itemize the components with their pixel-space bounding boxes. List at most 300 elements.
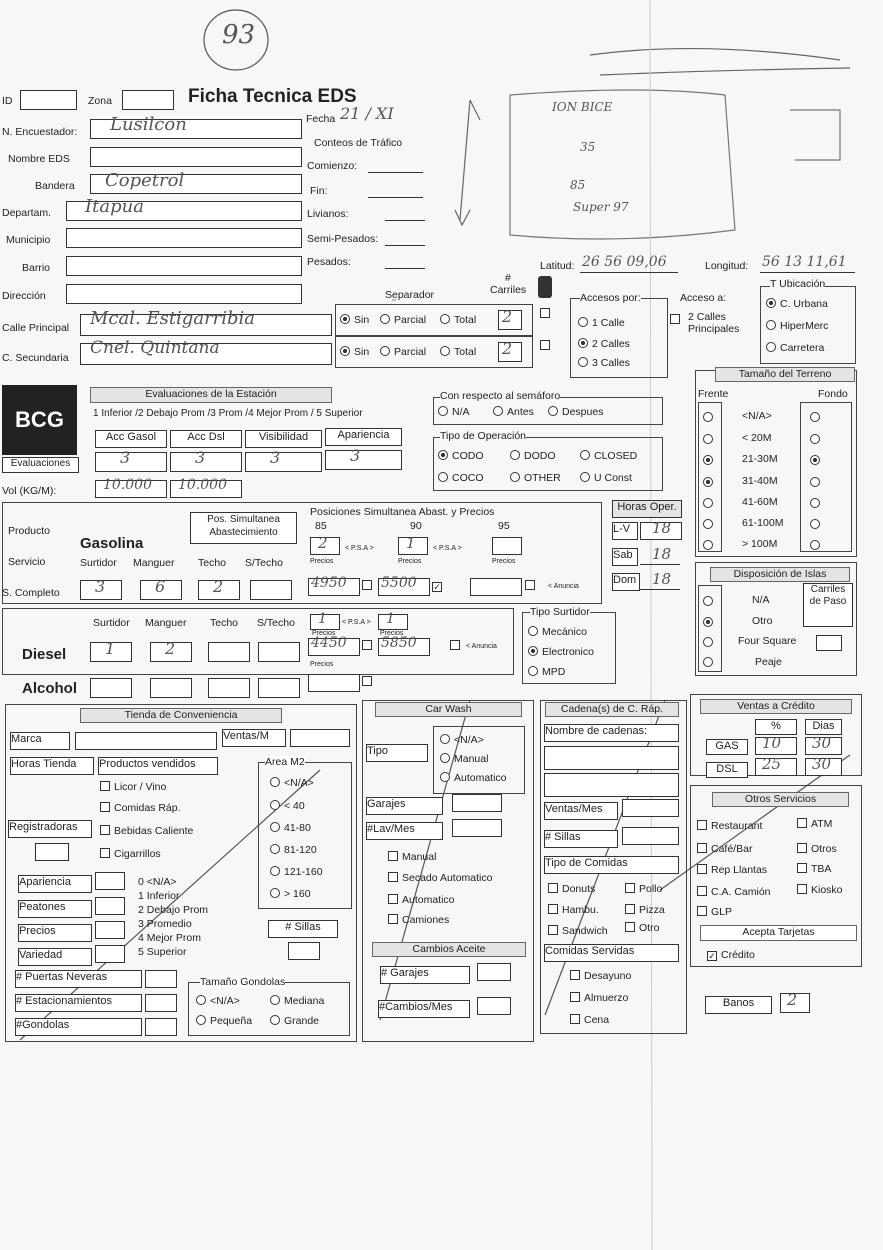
area-na-radio[interactable]: <N/A> bbox=[270, 777, 314, 789]
acceso-2calles-label: 2 Calles Principales bbox=[688, 311, 740, 335]
horas-dom-field[interactable] bbox=[640, 589, 680, 590]
gas-manguer-value: 6 bbox=[155, 577, 166, 596]
evaluaciones-title: Evaluaciones de la Estación bbox=[90, 387, 332, 403]
gas-techo-label: Techo bbox=[198, 557, 227, 569]
tam-gondolas-section bbox=[188, 982, 350, 1036]
cadena-nombre-field-1[interactable] bbox=[544, 746, 679, 770]
calle-principal-label: Calle Principal bbox=[2, 322, 70, 334]
scale-3: 3 Promedio bbox=[138, 918, 192, 930]
servicio-label: Servicio bbox=[8, 556, 46, 568]
serv-desayuno-check[interactable]: Desayuno bbox=[570, 970, 631, 982]
cambios-mes-label: #Cambios/Mes bbox=[378, 1000, 470, 1018]
comidas-servidas-label: Comidas Servidas bbox=[544, 944, 679, 962]
sketch-note-4: Super 97 bbox=[573, 200, 629, 214]
precios-label: Precios bbox=[18, 924, 92, 942]
precios-label-2: Precios bbox=[398, 558, 422, 565]
serv-almuerzo-check[interactable]: Almuerzo bbox=[570, 992, 628, 1004]
barrio-label: Barrio bbox=[22, 262, 51, 274]
cadena-title: Cadena(s) de C. Ráp. bbox=[545, 702, 679, 717]
scale-1: 1 Inferior bbox=[138, 890, 180, 902]
area-title: Area M2 bbox=[265, 756, 305, 768]
cadena-sillas-field[interactable] bbox=[622, 827, 679, 845]
scale-4: 4 Mejor Prom bbox=[138, 932, 202, 944]
dsl-anuncia-1-check[interactable] bbox=[362, 640, 376, 652]
surtidor-electronico-radio[interactable]: Electronico bbox=[528, 646, 594, 658]
sep2-sin-radio[interactable]: Sin bbox=[340, 346, 369, 358]
fondo-61-100-radio[interactable] bbox=[810, 519, 824, 531]
eval-acc-dsl-field[interactable] bbox=[170, 452, 242, 472]
carriles-2-value: 2 bbox=[502, 339, 513, 358]
pesados-label: Pesados: bbox=[307, 256, 351, 268]
sep1-parcial-radio[interactable]: Parcial bbox=[380, 314, 426, 326]
cad-hambu-check[interactable]: Hambu. bbox=[548, 904, 599, 916]
semaforo-antes-radio[interactable]: Antes bbox=[493, 406, 534, 418]
srv-glp-check[interactable]: GLP bbox=[697, 906, 732, 918]
semaforo-na-radio[interactable]: N/A bbox=[438, 406, 470, 418]
encuestador-label: N. Encuestador: bbox=[2, 126, 78, 138]
horas-sab-field[interactable] bbox=[640, 564, 680, 565]
diesel-name: Diesel bbox=[22, 646, 67, 663]
dsl-techo-label: Techo bbox=[210, 617, 239, 629]
carwash-tipo-label: Tipo bbox=[366, 744, 428, 762]
fondo-31-40-radio[interactable] bbox=[810, 477, 824, 489]
municipio-label: Municipio bbox=[6, 234, 51, 246]
bandera-label: Bandera bbox=[35, 180, 75, 192]
pos-sim-label: Pos. Simultanea Abastecimiento bbox=[190, 512, 297, 544]
acceso-2calles-check[interactable] bbox=[670, 314, 684, 326]
area-41-80-radio[interactable]: 41-80 bbox=[270, 822, 311, 834]
form-title: Ficha Tecnica EDS bbox=[188, 86, 357, 107]
islas-title: Disposición de Islas bbox=[710, 567, 850, 582]
gondola-na-radio[interactable]: <N/A> bbox=[196, 995, 240, 1007]
octano-85: 85 bbox=[315, 520, 327, 532]
dsl-precios-label-1: Precios bbox=[312, 630, 336, 637]
precios-label-3: Precios bbox=[492, 558, 516, 565]
carwash-na-radio[interactable]: <N/A> bbox=[440, 734, 484, 746]
gas-surtidor-label: Surtidor bbox=[80, 557, 117, 569]
prod-bebidas-check[interactable]: Bebidas Caliente bbox=[100, 825, 193, 837]
octano-95: 95 bbox=[498, 520, 510, 532]
dsl-pos-2-value: 1 bbox=[386, 611, 395, 627]
alc-manguer-field[interactable] bbox=[150, 678, 192, 698]
bandera-value: Copetrol bbox=[105, 170, 185, 191]
sketch-arrow-down bbox=[455, 100, 480, 225]
carriles-hash: # bbox=[505, 272, 511, 284]
scale-0: 0 <N/A> bbox=[138, 876, 177, 888]
registradoras-label: Registradoras bbox=[8, 820, 92, 838]
id-field[interactable] bbox=[20, 90, 77, 110]
credito-dias-label: Dias bbox=[805, 719, 842, 735]
separador-label: Separador bbox=[385, 289, 435, 301]
nombre-label: Nombre EDS bbox=[8, 153, 70, 165]
frente-na-radio[interactable] bbox=[703, 412, 717, 424]
terreno-opt-100: > 100M bbox=[742, 538, 778, 550]
dsl-stecho-field[interactable] bbox=[258, 642, 300, 662]
cadena-sillas-label: # Sillas bbox=[544, 830, 618, 848]
secundaria-label: C. Secundaria bbox=[2, 352, 69, 364]
apariencia-field[interactable] bbox=[95, 872, 125, 890]
cambios-mes-field[interactable] bbox=[477, 997, 511, 1015]
fondo-na-radio[interactable] bbox=[810, 412, 824, 424]
registradoras-field[interactable] bbox=[35, 843, 69, 861]
tienda-sillas-field[interactable] bbox=[288, 942, 320, 960]
carriles-paso-field[interactable] bbox=[816, 635, 842, 651]
sketch-box bbox=[790, 110, 840, 160]
dsl-pos-1-value: 1 bbox=[318, 611, 327, 627]
eval-acc-gasol-field[interactable] bbox=[95, 452, 167, 472]
dsl-techo-field[interactable] bbox=[208, 642, 250, 662]
evaluaciones-scale: 1 Inferior /2 Debajo Prom /3 Prom /4 Mejor Prom / 5 Superior bbox=[93, 408, 363, 419]
horas-tienda-label: Horas Tienda bbox=[10, 757, 94, 775]
vol-1-value: 10.000 bbox=[103, 477, 152, 493]
direccion-label: Dirección bbox=[2, 290, 46, 302]
dsl-precios-label-3: Precios bbox=[310, 661, 334, 668]
latitud-value: 26 56 09,06 bbox=[582, 254, 667, 270]
ubicacion-hipermerc-radio[interactable]: HiperMerc bbox=[766, 320, 828, 332]
tienda-ventas-field[interactable] bbox=[290, 729, 350, 747]
departam-value: Itapua bbox=[85, 196, 144, 217]
horas-sab-value: 18 bbox=[652, 545, 672, 563]
srv-kiosko-check[interactable]: Kiosko bbox=[797, 884, 843, 896]
scompleto-label: S. Completo bbox=[2, 587, 60, 599]
anuncia-label-gas: < Anuncia bbox=[548, 583, 579, 590]
variedad-label: Variedad bbox=[18, 948, 92, 966]
op-codo-radio[interactable]: CODO bbox=[438, 450, 484, 462]
comienzo-field[interactable] bbox=[368, 172, 423, 173]
secundaria-value: Cnel. Quintana bbox=[90, 338, 220, 358]
vol-2-value: 10.000 bbox=[178, 477, 227, 493]
sep1-total-radio[interactable]: Total bbox=[440, 314, 476, 326]
frente-41-60-radio[interactable] bbox=[703, 498, 717, 510]
gondolas-field[interactable] bbox=[145, 1018, 177, 1036]
gas-anuncia-95-check[interactable] bbox=[525, 580, 539, 592]
cw-secado-check[interactable]: Secado Automatico bbox=[388, 872, 492, 884]
islas-otro-radio[interactable] bbox=[703, 617, 717, 629]
fold-line bbox=[650, 0, 652, 1250]
tienda-marca-field[interactable] bbox=[75, 732, 217, 750]
prod-licor-check[interactable]: Licor / Vino bbox=[100, 781, 166, 793]
alc-surtidor-field[interactable] bbox=[90, 678, 132, 698]
srv-cafe-check[interactable]: Café/Bar bbox=[697, 843, 752, 855]
apariencia-label: Apariencia bbox=[18, 875, 92, 893]
op-dodo-radio[interactable]: DODO bbox=[510, 450, 556, 462]
semaforo-despues-radio[interactable]: Despues bbox=[548, 406, 603, 418]
scale-5: 5 Superior bbox=[138, 946, 187, 958]
dsl-stecho-label: S/Techo bbox=[257, 617, 295, 629]
fondo-100-radio[interactable] bbox=[810, 540, 824, 552]
alc-anuncia-check[interactable] bbox=[362, 676, 376, 688]
semipesados-field[interactable] bbox=[385, 245, 425, 246]
frente-20-radio[interactable] bbox=[703, 434, 717, 446]
gas-anuncia-85-check[interactable] bbox=[362, 580, 376, 592]
eval-acc-dsl-value: 3 bbox=[195, 448, 206, 467]
tienda-sillas-label: # Sillas bbox=[268, 920, 338, 938]
terreno-opt-61-100: 61-100M bbox=[742, 517, 784, 529]
cw-manual-check[interactable]: Manual bbox=[388, 851, 436, 863]
area-121-160-radio[interactable]: 121-160 bbox=[270, 866, 323, 878]
cad-pizza-check[interactable]: Pizza bbox=[625, 904, 665, 916]
page-number: 93 bbox=[222, 20, 256, 50]
cw-automatico-check[interactable]: Automatico bbox=[388, 894, 455, 906]
bcg-logo: BCG bbox=[2, 385, 77, 455]
srv-tba-check[interactable]: TBA bbox=[797, 863, 831, 875]
ubicacion-carretera-radio[interactable]: Carretera bbox=[766, 342, 824, 354]
aceite-garajes-label: # Garajes bbox=[380, 966, 470, 984]
credito-pct-label: % bbox=[755, 719, 797, 735]
credito-gas-label: GAS bbox=[706, 739, 748, 755]
carwash-automatico-radio[interactable]: Automatico bbox=[440, 772, 507, 784]
islas-otro-label: Otro bbox=[752, 615, 773, 627]
surtidor-mecanico-radio[interactable]: Mecánico bbox=[528, 626, 587, 638]
operacion-title: Tipo de Operación bbox=[440, 430, 526, 442]
op-uconst-radio[interactable]: U Const bbox=[580, 472, 632, 484]
horas-dom-label: Dom bbox=[612, 573, 640, 591]
fin-field[interactable] bbox=[368, 197, 423, 198]
gondola-grande-radio[interactable]: Grande bbox=[270, 1015, 319, 1027]
srv-llantas-check[interactable]: Rep Llantas bbox=[697, 864, 767, 876]
gondola-pequena-radio[interactable]: Pequeña bbox=[196, 1015, 252, 1027]
livianos-field[interactable] bbox=[385, 220, 425, 221]
prod-comidas-check[interactable]: Comidas Ráp. bbox=[100, 802, 181, 814]
eval-visibilidad-field[interactable] bbox=[245, 452, 322, 472]
dsl-surtidor-value: 1 bbox=[105, 639, 116, 658]
sketch-note-1: ION BICE bbox=[552, 100, 613, 114]
dsl-surtidor-label: Surtidor bbox=[93, 617, 130, 629]
cw-camiones-check[interactable]: Camiones bbox=[388, 914, 449, 926]
frente-31-40-radio[interactable] bbox=[703, 477, 717, 489]
gas-precio-95-field[interactable] bbox=[470, 578, 522, 596]
aceite-garajes-field[interactable] bbox=[477, 963, 511, 981]
op-other-radio[interactable]: OTHER bbox=[510, 472, 561, 484]
cad-otro-check[interactable]: Otro bbox=[625, 922, 659, 934]
srv-atm-check[interactable]: ATM bbox=[797, 818, 832, 830]
cadena-tipo-label: Tipo de Comidas bbox=[544, 856, 679, 874]
terreno-opt-31-40: 31-40M bbox=[742, 475, 778, 487]
gas-pos-95-field[interactable] bbox=[492, 537, 522, 555]
sketch-note-2: 35 bbox=[580, 140, 596, 154]
fecha-label: Fecha bbox=[306, 113, 336, 125]
gasolina-name: Gasolina bbox=[80, 535, 144, 552]
islas-four-square-label: Four Square bbox=[738, 635, 797, 647]
scale-2: 2 Debajo Prom bbox=[138, 904, 209, 916]
dsl-manguer-value: 2 bbox=[165, 639, 176, 658]
sketch-note-3: 85 bbox=[570, 178, 586, 192]
evaluaciones-row-label: Evaluaciones bbox=[2, 457, 79, 473]
accesos-title: Accesos por: bbox=[580, 292, 641, 304]
barrio-field[interactable] bbox=[66, 256, 302, 276]
gas-precio-85-value: 4950 bbox=[311, 575, 347, 591]
eval-col-acc-dsl: Acc Dsl bbox=[170, 430, 242, 448]
carriles-1-value: 2 bbox=[502, 307, 513, 326]
traffic-light-icon bbox=[538, 276, 552, 298]
garajes-label: Garajes bbox=[366, 797, 443, 815]
carriles-label: Carriles bbox=[490, 284, 527, 296]
cadena-nombre-field-2[interactable] bbox=[544, 773, 679, 797]
terreno-opt-21-30: 21-30M bbox=[742, 453, 778, 465]
ubicacion-urbana-radio[interactable]: C. Urbana bbox=[766, 298, 828, 310]
area-81-120-radio[interactable]: 81-120 bbox=[270, 844, 317, 856]
cad-donuts-check[interactable]: Donuts bbox=[548, 883, 595, 895]
srv-restaurant-check[interactable]: Restaurant bbox=[697, 820, 762, 832]
acceso-a-label: Acceso a: bbox=[680, 292, 727, 304]
surtidor-mpd-radio[interactable]: MPD bbox=[528, 666, 565, 678]
horas-title: Horas Oper. bbox=[612, 500, 682, 518]
direccion-field[interactable] bbox=[66, 284, 302, 304]
gas-pos-90-value: 1 bbox=[406, 534, 416, 552]
municipio-field[interactable] bbox=[66, 228, 302, 248]
terreno-opt-41-60: 41-60M bbox=[742, 496, 778, 508]
prod-cigarrillos-check[interactable]: Cigarrillos bbox=[100, 848, 161, 860]
op-coco-radio[interactable]: COCO bbox=[438, 472, 484, 484]
op-closed-radio[interactable]: CLOSED bbox=[580, 450, 637, 462]
banos-label: Banos bbox=[705, 996, 772, 1014]
cad-pollo-check[interactable]: Pollo bbox=[625, 883, 662, 895]
fondo-20-radio[interactable] bbox=[810, 434, 824, 446]
islas-peaje-radio[interactable] bbox=[703, 657, 717, 669]
gas-precio-90-value: 5500 bbox=[381, 575, 417, 591]
gas-techo-value: 2 bbox=[213, 577, 224, 596]
otros-title: Otros Servicios bbox=[712, 792, 849, 807]
estacionamientos-label: # Estacionamientos bbox=[15, 994, 142, 1012]
sep2-check[interactable] bbox=[540, 340, 554, 352]
islas-four-square-radio[interactable] bbox=[703, 637, 717, 649]
precios-field[interactable] bbox=[95, 921, 125, 939]
horas-sab-label: Sab bbox=[612, 548, 638, 566]
eval-apariencia-field[interactable] bbox=[325, 450, 402, 470]
credito-title: Ventas a Crédito bbox=[700, 699, 852, 714]
fecha-value[interactable]: 21 / XI bbox=[340, 104, 394, 123]
encuestador-value: Lusilcon bbox=[110, 114, 187, 135]
dsl-anuncia-label: < Anuncia bbox=[466, 643, 497, 650]
producto-label: Producto bbox=[8, 525, 51, 537]
productos-label: Productos vendidos bbox=[98, 757, 218, 775]
comienzo-label: Comienzo: bbox=[307, 160, 358, 172]
nombre-field[interactable] bbox=[90, 147, 302, 167]
accesos-1calle-radio[interactable]: 1 Calle bbox=[578, 317, 625, 329]
eval-col-visibilidad: Visibilidad bbox=[245, 430, 322, 448]
gas-pos-85-value: 2 bbox=[318, 534, 328, 552]
srv-otros-check[interactable]: Otros bbox=[797, 843, 837, 855]
tienda-ventas-label: Ventas/M bbox=[222, 729, 286, 747]
islas-peaje-label: Peaje bbox=[755, 656, 782, 668]
fondo-41-60-radio[interactable] bbox=[810, 498, 824, 510]
psa-label-2: < P.S.A > bbox=[433, 545, 462, 552]
sep2-total-radio[interactable]: Total bbox=[440, 346, 476, 358]
cad-sandwich-check[interactable]: Sandwich bbox=[548, 925, 608, 937]
pos-sim-title: Posiciones Simultanea Abast. y Precios bbox=[310, 506, 495, 518]
area-160-radio[interactable]: > 160 bbox=[270, 888, 311, 900]
accesos-3calles-radio[interactable]: 3 Calles bbox=[578, 357, 630, 369]
aceite-title: Cambios Aceite bbox=[372, 942, 526, 957]
gondola-mediana-radio[interactable]: Mediana bbox=[270, 995, 324, 1007]
terreno-fondo-col bbox=[800, 402, 852, 552]
fondo-21-30-radio[interactable] bbox=[810, 455, 824, 467]
sep1-sin-radio[interactable]: Sin bbox=[340, 314, 369, 326]
estacionamientos-field[interactable] bbox=[145, 994, 177, 1012]
cadena-ventas-label: Ventas/Mes bbox=[544, 802, 618, 820]
tam-gondolas-title: Tamaño Gondolas bbox=[200, 976, 286, 988]
credito-gas-pct-value: 10 bbox=[762, 734, 782, 752]
calle-principal-value: Mcal. Estigarribia bbox=[90, 308, 256, 329]
frente-21-30-radio[interactable] bbox=[703, 455, 717, 467]
cadena-nombre-label: Nombre de cadenas: bbox=[544, 724, 679, 742]
srv-camion-check[interactable]: C.A. Camión bbox=[697, 886, 771, 898]
zona-field[interactable] bbox=[122, 90, 174, 110]
credito-dsl-dias-value: 30 bbox=[812, 755, 832, 773]
dsl-psa-label: < P.S.A > bbox=[342, 619, 371, 626]
terreno-opt-20: < 20M bbox=[742, 432, 772, 444]
dsl-precios-label-2: Precios bbox=[380, 630, 404, 637]
longitud-field[interactable] bbox=[760, 272, 855, 273]
psa-label-1: < P.S.A > bbox=[345, 545, 374, 552]
sep2-parcial-radio[interactable]: Parcial bbox=[380, 346, 426, 358]
eval-apariencia-value: 3 bbox=[350, 446, 361, 465]
carwash-manual-radio[interactable]: Manual bbox=[440, 753, 488, 765]
accesos-2calles-radio[interactable]: 2 Calles bbox=[578, 338, 630, 350]
dsl-manguer-label: Manguer bbox=[145, 617, 187, 629]
terreno-title: Tamaño del Terreno bbox=[715, 367, 855, 382]
semipesados-label: Semi-Pesados: bbox=[307, 233, 379, 245]
horas-lv-value: 18 bbox=[652, 519, 672, 537]
vol-label: Vol (KG/M): bbox=[2, 485, 57, 497]
horas-lv-label: L-V bbox=[612, 522, 638, 540]
arrow-sketch bbox=[590, 49, 850, 75]
puertas-neveras-field[interactable] bbox=[145, 970, 177, 988]
fin-label: Fin: bbox=[310, 185, 328, 197]
puertas-neveras-label: # Puertas Neveras bbox=[15, 970, 142, 988]
frente-100-radio[interactable] bbox=[703, 540, 717, 552]
garajes-field[interactable] bbox=[452, 794, 502, 812]
variedad-field[interactable] bbox=[95, 945, 125, 963]
gas-anuncia-90-check[interactable] bbox=[432, 580, 446, 592]
serv-cena-check[interactable]: Cena bbox=[570, 1014, 609, 1026]
pesados-field[interactable] bbox=[385, 268, 425, 269]
livianos-label: Livianos: bbox=[307, 208, 349, 220]
gas-stecho-label: S/Techo bbox=[245, 557, 283, 569]
latitud-field[interactable] bbox=[580, 272, 678, 273]
tienda-title: Tienda de Conveniencia bbox=[80, 708, 282, 723]
gas-stecho-field[interactable] bbox=[250, 580, 292, 600]
eval-visibilidad-value: 3 bbox=[270, 448, 281, 467]
tarjetas-title: Acepta Tarjetas bbox=[700, 925, 857, 941]
tipo-surtidor-title: Tipo Surtidor bbox=[530, 606, 590, 618]
zona-label: Zona bbox=[88, 95, 112, 107]
islas-na-label: N/A bbox=[752, 594, 770, 606]
alc-stecho-field[interactable] bbox=[258, 678, 300, 698]
alcohol-name: Alcohol bbox=[22, 680, 77, 697]
longitud-value: 56 13 11,61 bbox=[762, 254, 847, 270]
tienda-marca-label: Marca bbox=[10, 732, 70, 750]
alc-precio-field[interactable] bbox=[308, 674, 360, 692]
trafico-title: Conteos de Tráfico bbox=[314, 137, 403, 149]
frente-61-100-radio[interactable] bbox=[703, 519, 717, 531]
cadena-ventas-field[interactable] bbox=[622, 799, 679, 817]
peatones-field[interactable] bbox=[95, 897, 125, 915]
islas-na-radio[interactable] bbox=[703, 596, 717, 608]
lav-mes-field[interactable] bbox=[452, 819, 502, 837]
dsl-anuncia-2-check[interactable] bbox=[450, 640, 464, 652]
peatones-label: Peatones bbox=[18, 900, 92, 918]
terreno-fondo-label: Fondo bbox=[818, 388, 848, 400]
precios-label-1: Precios bbox=[310, 558, 334, 565]
tarjetas-credito-check[interactable]: ✓ Crédito bbox=[707, 949, 755, 961]
alc-techo-field[interactable] bbox=[208, 678, 250, 698]
gondolas-label: #Gondolas bbox=[15, 1018, 142, 1036]
sep1-check[interactable] bbox=[540, 308, 554, 320]
departam-label: Departam. bbox=[2, 207, 52, 219]
ubicacion-title: T Ubicación bbox=[770, 278, 826, 290]
area-40-radio[interactable]: < 40 bbox=[270, 800, 305, 812]
